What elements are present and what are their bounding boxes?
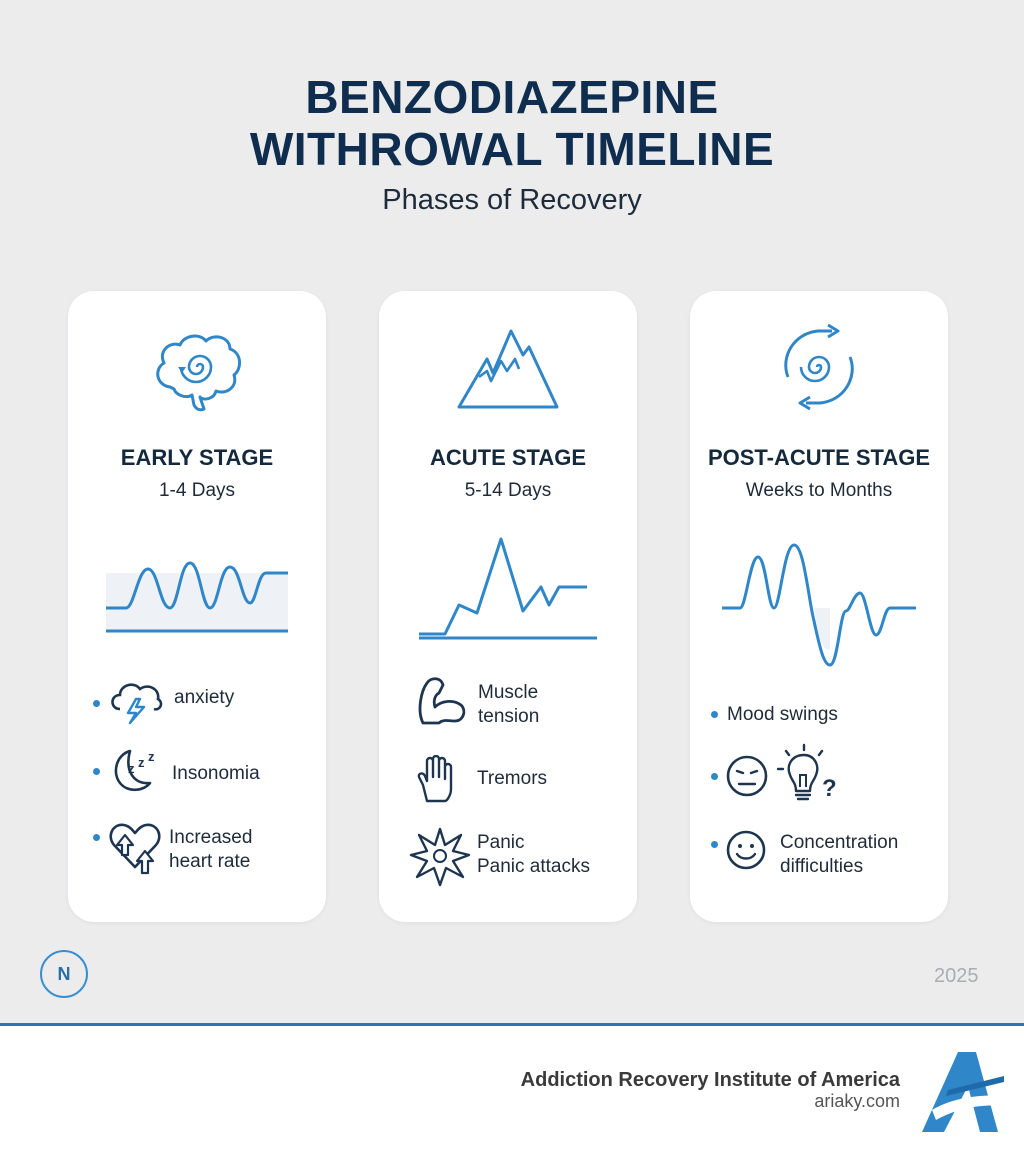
page-subtitle: Phases of Recovery — [382, 184, 642, 216]
symptom-label: Panic Panic attacks — [477, 832, 590, 877]
stage-card-early — [68, 291, 326, 922]
smile-face-icon — [725, 829, 767, 871]
brand-a-logo-icon — [918, 1050, 1004, 1134]
sad-face-icon — [724, 753, 770, 799]
bullet-dot — [711, 773, 718, 780]
symptom-label: Concentration difficulties — [780, 832, 899, 877]
symptom-label: Muscle tension — [478, 682, 540, 727]
svg-text:z: z — [138, 755, 145, 770]
burst-icon — [409, 825, 471, 887]
acute-wave-graph — [379, 531, 637, 641]
stage-duration: 1-4 Days — [158, 480, 236, 501]
organization-name: Addiction Recovery Institute of America — [520, 1069, 900, 1091]
bullet-dot — [711, 711, 718, 718]
symptom-label: Insonomia — [172, 763, 260, 784]
page-title-line-1: BENZODIAZEPINE — [305, 71, 719, 123]
hand-icon — [415, 755, 461, 805]
stage-duration: Weeks to Months — [745, 480, 893, 501]
storm-cloud-icon — [106, 677, 164, 725]
bullet-dot — [93, 834, 100, 841]
website-link[interactable]: ariaky.com — [814, 1091, 900, 1111]
cycle-spiral-icon — [774, 321, 864, 413]
symptom-label: Tremors — [477, 768, 548, 789]
year-label: 2025 — [934, 965, 979, 987]
stage-name: EARLY STAGE — [120, 445, 274, 470]
bullet-dot — [93, 768, 100, 775]
stage-duration: 5-14 Days — [464, 480, 552, 501]
heart-arrows-icon — [106, 821, 164, 875]
stage-card-acute — [379, 291, 637, 922]
svg-text:z: z — [148, 749, 155, 764]
symptom-label: Increased heart rate — [169, 827, 253, 872]
badge-text: N — [57, 963, 71, 984]
stage-name: ACUTE STAGE — [429, 445, 587, 470]
brain-spiral-icon — [148, 329, 248, 419]
bullet-dot — [93, 700, 100, 707]
stage-card-post-acute — [690, 291, 948, 922]
symptom-label: anxiety — [174, 687, 235, 708]
stage-name: POST-ACUTE STAGE — [707, 445, 931, 470]
early-wave-graph — [68, 531, 326, 641]
page-title-line-2: WITHROWAL TIMELINE — [249, 123, 775, 175]
mountain-peaks-icon — [453, 325, 563, 411]
svg-text:z: z — [128, 761, 135, 776]
symptom-label: Mood swings — [727, 704, 838, 725]
question-mark: ? — [822, 775, 837, 802]
flexed-arm-icon — [413, 673, 469, 729]
moon-sleep-icon — [106, 747, 164, 795]
post-acute-wave-graph — [690, 531, 948, 671]
bullet-dot — [711, 841, 718, 848]
badge-logo-icon — [40, 950, 88, 998]
